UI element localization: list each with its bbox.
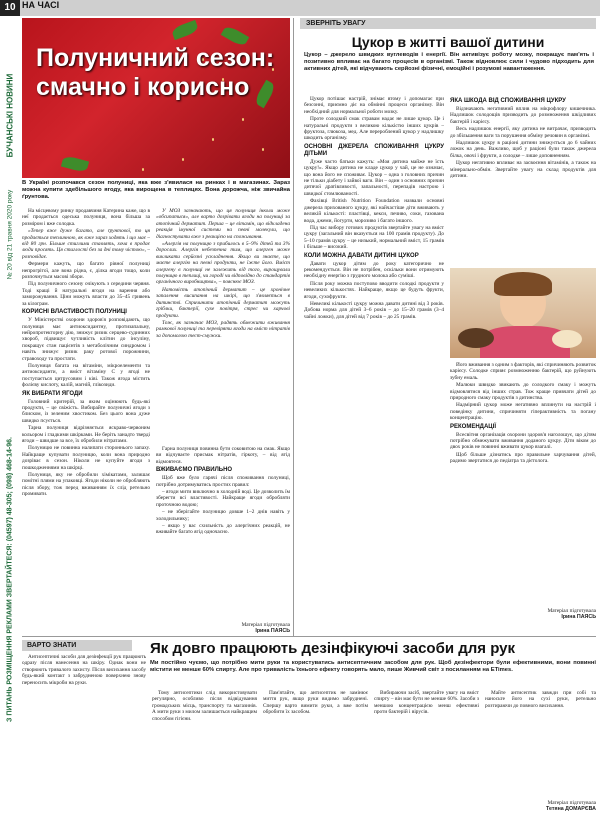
paragraph: Після року можна поступово вводити солодкі продукти у невеликих кількостях. Найкраще, якщо це будуть фрукти, ягоди, сухофрукти. [304, 280, 444, 300]
brand-vertical: БУЧАНСЬКІ НОВИНИ [5, 73, 15, 158]
paragraph: Тож, як зазначає МОЗ, радять обмежити вживання рамкової полуниці та перевіряти ягоди на вміст нітратів за допомогою тест-смужки. [156, 319, 290, 339]
ad-title: Цукор в житті вашої дитини [351, 34, 545, 50]
bottom-column-0 [22, 654, 146, 826]
bottom-column-4 [485, 690, 596, 800]
sugar-author [450, 608, 596, 621]
strawberry-author [156, 622, 290, 635]
paragraph: Полуницю не повинна налипати стороннього запаху. Найкраще купувати полуницю, коли вона природно дозріває в сезон. Ніколи не купуйте ягоди з пошкодженнями на шкірці. [22, 445, 150, 471]
paragraph: Щоб більше дізнатись про правильне харчування дітей, радимо звертатися до педіатра та дієтолога. [450, 451, 596, 465]
paragraph: «Алергія на полуницю з прибилось в 5–9% дітей та 3% дорослих. Алергія небезпечна тим, що алерген може викликати серйозні ускладнення. Якщо ви знаєте, що маєте алергію на певні продукти, не їжте його. Вміст алергену в полуниці не залежить від того, вирощували полуницю в теплиці, чи городі чи відповідно до стандартів органічного виробництва», – пояснює МОЗ. [156, 241, 290, 286]
paragraph: Полуниця багата на вітаміни, мікроелементи та антиоксиданти, а вміст вітаміну С у ягоді не поступається цитрусовим і ківі. Також ягода містить фолієву кислоту, калій, магній, глікозиди. [22, 362, 150, 389]
paragraph: Всесвітня організація охорони здоров'я наголошує, що дітям потрібно обмежувати вживання доданого цукру. Діти віком до двох років не повинні вживати цукор взагалі. [450, 431, 596, 451]
author-name: Ірина ПАЯСЬ [255, 628, 290, 635]
paragraph: – якщо у вас схильність до алергічних реакцій, не вживайте багато ягід одночасно. [156, 523, 290, 536]
paragraph: «Тепер вже дуже багато, але ґрунтової, то ця продається тепличною, як вже зараз ходять і що має – від 80 грн. Більше стиглими ставлять, хоча в продає люди просять. Ця стиглості без за дні тому чістою», – розповідає. [22, 228, 150, 260]
paragraph: Відзначають негативний вплив на мікрофлору кишечника. Надлишок солодощів призводить до розмноження шкідливих бактерій і карієсу. [450, 106, 596, 125]
paragraph: Вибираючи засіб, звертайте увагу на вміст спирту – він має бути не менше 60%. Засоби з меншою концентрацією менш ефективні проти бактерій і вірусів. [374, 690, 479, 716]
paragraph: Цукор негативно впливає на засвоєння вітамінів, а також на мінерально-обмін. Звертайте увагу на склад продуктів для дитини. [450, 160, 596, 180]
paragraph: Антисептичні засоби для дезінфекції рук працюють одразу після нанесення на шкіру. Однак вони не створюють тривалого захисту. Після висихання засобу будь-який контакт з забрудненою поверхнею знову переносить мікроби на руки. [22, 654, 146, 686]
paragraph: – ягоди мити виключно в холодній воді. Це дозволить їм зберегти всі властивості. Найкраще ягоди обробляти проточною водою; [156, 489, 290, 508]
paragraph: Гарна полуниця повинна бути соковитою на смак. Якщо ви відчуваєте присмак нітратів, гіркоту, – від ягід відмовтеся. [156, 446, 290, 465]
subheading: ЯК ВИБРАТИ ЯГОДИ [22, 390, 83, 397]
sugar-column-1 [304, 96, 444, 636]
subheading: КОЛИ МОЖНА ДАВАТИ ДИТИНІ ЦУКОР [304, 252, 419, 259]
ad-phone-vertical: З ПИТАНЬ РОЗМІЩЕННЯ РЕКЛАМИ ЗВЕРТАЙТЕСЯ: (04597) 48-305; (098) 468-14-96. [6, 437, 14, 722]
paragraph: Полуниця, яку не обробили хімікатами, залишає помітні плями на упаковці. Ягоди ніколи не обробляють після збору, тож перед вживанням їх слід ретельно промивати. [22, 472, 150, 498]
author-label: Матеріал підготувала [241, 622, 290, 628]
ad-section-tag: ЗВЕРНІТЬ УВАГУ [300, 18, 596, 29]
paragraph: Проте солодкий смак стравам надає не лише цукор. Це і натуральні продукти з великою кількістю інших цукрів – фруктоза, глюкоза, мед. Але перероблений цукор у надлишку шкодить організму. [304, 116, 444, 142]
paragraph: Тарна полуниця відрізняється яскраво-червоним кольором і гладкими шкірками. Не беріть занадто тверді ягоди – швидше за все, їх обробили нітратами. [22, 425, 150, 444]
subheading: ОСНОВНІ ДЖЕРЕЛА СПОЖИВАННЯ ЦУКРУ ДІТЬМИ [304, 143, 444, 157]
subheading: КОРИСНІ ВЛАСТИВОСТІ ПОЛУНИЦІ [22, 309, 127, 316]
subheading: ВЖИВАЄМО ПРАВИЛЬНО [156, 467, 233, 474]
author-label: Матеріал підготувала [547, 608, 596, 614]
paragraph: – не зберігайте полуницю довше 1–2 днів навіть у холодильнику; [156, 509, 290, 522]
sugar-column-2-top [450, 96, 596, 262]
paragraph: Щоб вже було гарячі після споживання полуниці, потрібно дотримуватись простих правил: [156, 475, 290, 488]
author-label: Матеріал підготувала [547, 800, 596, 806]
paragraph: Пам'ятайте, що антисептик не замінює миття рук, якщо руки видимо забруднені. Спершу варто вимити руки, а вже потім обробити їх засобом. [263, 690, 368, 716]
paragraph: У Міністерстві охорони здоров'я розповідають, що полуниця має антиоксидантну, протизапальну, нейропротекторну дію, знижує ризик серцево-судинних хвороб, підвищує чутливість клітин до інсуліну, покращує стан пацієнтів з метаболічним синдромом і навіть знижує ризик раку ротової порожнини, стравоходу та простати. [22, 317, 150, 362]
paragraph: Весь надлишок енергії, яку дитина не витрачає, призводить до збільшення ваги та порушення обміну речовин в організмі. [450, 126, 596, 139]
paragraph: Натомість атопічний дерматит – це хронічне запалення висипання на шкірі, що з'являється в дитинстві. Спричинити атопічний дерматит можуть гріблки, бактерії, сухе повітря, стрес чи харчові продукти. [156, 286, 290, 319]
author-name: Тетяна ДОМАРЄВА [546, 806, 596, 813]
page-header [0, 0, 600, 16]
ad-lead: Цукор – джерело швидких вуглеводів і енергії. Він активізує роботу мозку, покращує пам'ять і позитивно впливає на багато процесів в організмі. Також відновлює сили і чудово підходить для активних дітей, які відчувають серйозні фізичні, емоційні і розумові навантаження. [304, 52, 594, 72]
paragraph: У МОЗ зазначають, що ця полуниця інколи може «обсипатися», але варто дозрівати ягоди на полуниці за атопічний дерматит. Перша – це вітамін, що відкладена реакція імунної системи на певні молекули, що діагностувати вже з реакцією на споживання. [156, 208, 290, 240]
paragraph: Під полуничного сезону очікують з середини червня. Тоді кращі й натуральні ягоди на варення або заморожування. Ціни можуть впасти до 35–45 гривень за кілограм. [22, 281, 150, 307]
paragraph: Фермери кажуть, що багато рівної полуниці непрогрітої, але вона рідна, є, ділка ягоди тощо, коли розпочнуться масові збори. [22, 261, 150, 281]
paragraph: Невеликі кількості цукру можна давати дитині від 3 років. Добова норма для дітей 3–6 років – до 15–20 грамів (3–4 чайні ложки), для дітей від 7 років – до 25 грамів. [304, 300, 444, 320]
bottom-section-tag: ВАРТО ЗНАТИ [22, 640, 132, 651]
paragraph: Надмірний цукор може негативно вплинути на настрій і поведінку дитини, спричиняти гіперактивність та погану концентрацію. [450, 402, 596, 422]
paragraph: Головний критерій, за яким оцінюють будь-які продукти, – це свіжість. Вибирайте полуничні ягоди з блиском, із зеленим хвостиком. Без цього вона дуже швидко псується. [22, 398, 150, 424]
paragraph: Цукор потішає настрій, знімає втому і допомагає при безсонні, приємно діє на обмінні процеси організму. Він необхідний для нормальної роботи мозку. [304, 96, 444, 115]
paragraph: На місцевому ринку продавчиня Катерина каже, що в неї продається одеська полуниця, вона більша за розміром і вже солодка. [22, 208, 150, 227]
subheading: ЯКА ШКОДА ВІД СПОЖИВАННЯ ЦУКРУ [450, 98, 566, 104]
strawberry-lead: В Україні розпочався сезон полуниці, яка вже з'явилася на ринках і в магазинах. Зараз можна купити здебільшого ягоду, яка вирощена в теплицях. Вона дорожча, ніж звичайна ґрунтова. [22, 180, 290, 200]
sugar-column-2-bottom [450, 362, 596, 604]
paragraph: Малюки швидко звикають до солодкого смаку і можуть відмовлятися від інших страв. Тож краще привчати дітей до природного смаку продуктів з дитинства. [450, 382, 596, 402]
strawberry-column-1 [22, 208, 150, 638]
section-title: НА ЧАСІ [22, 0, 60, 10]
bottom-title: Як довго працюють дезінфікуючі засоби для рук [150, 640, 516, 657]
paragraph: Майте антисептик завжди при собі та наносьте його на сухі руки, ретельно розтираючи до повного висихання. [485, 690, 596, 709]
paragraph: Під час вибору готових продуктів звертайте увагу на вміст цукру (загальний він вказується на 100 грамів продукту). До 5–10 грамів цукру – це низький, нормальний вміст, 15 грамів і більше – високий. [304, 224, 444, 251]
bottom-column-2 [263, 690, 368, 826]
bottom-author [485, 800, 596, 813]
paragraph: Фахівці British Nutrition Foundation назвали основні джерела прихованого цукру, які найчастіше діти вживають у великій кількості: пластівці, кекси, печиво, соки, газована вода, джеми, йогурти, морозиво і багато іншого. [304, 198, 444, 224]
bottom-column-1 [152, 690, 257, 826]
author-name: Ірина ПАЯСЬ [561, 614, 596, 621]
child-eating-photo [450, 268, 596, 358]
paragraph: Його вживання з одним з факторів, які спричиняють розвиток карієсу. Солодке сприяє розмноженню бактерій, що руйнують зубну емаль. [450, 362, 596, 381]
subheading: РЕКОМЕНДАЦІЇ [450, 423, 496, 430]
strawberry-column-2 [156, 446, 290, 622]
paragraph: Надлишок цукру в раціоні дитини знижується до 6 чайних ложок на день. Важливо, щоб у раціоні були також джерела білка, овочі і фрукти, а солодке – лише доповненням. [450, 140, 596, 159]
paragraph: Давати цукор дітям до року категорично не рекомендується. Він не потрібен, оскільки вони отримують необхідну енергію з грудного молока або суміші. [304, 260, 444, 280]
paragraph: Дуже часто батьки кажуть: «Моя дитина майже не їсть цукру!». Якщо дитина не кладе цукор у чай, це не означає, що вона його не споживає. Цукор – одна з головних причин не тільки діабету і зайвої ваги. Він – один з основних причин дитячої дратівливості, запальності, перепадів настрою і швидкої стомлюваності. [304, 158, 444, 197]
strawberry-hero-image [22, 18, 290, 178]
bottom-column-3 [374, 690, 479, 826]
issue-vertical: № 20 від 21 травня 2020 року [6, 189, 14, 280]
page-number: 10 [0, 0, 20, 16]
strawberry-title: Полуничний сезон: смачно і корисно [36, 44, 275, 101]
bottom-lead: Ми постійно чуємо, що потрібно мити руки та користуватись антисептичним засобом для рук. Щоб дезінфектори були ефективними, вони повинні містити не менше 60% спирту. Але про тривалість їхнього ефекту говорять мало, пише Живчий світ з посиланням на ETimes. [150, 660, 596, 673]
paragraph: Тому антисептики слід використовувати регулярно, особливо після відвідування громадських місць, транспорту та магазинів. А мити руки з милом залишається найкращим способом гігієни. [152, 690, 257, 722]
strawberry-quote-block [156, 208, 290, 443]
side-strip [0, 16, 20, 830]
